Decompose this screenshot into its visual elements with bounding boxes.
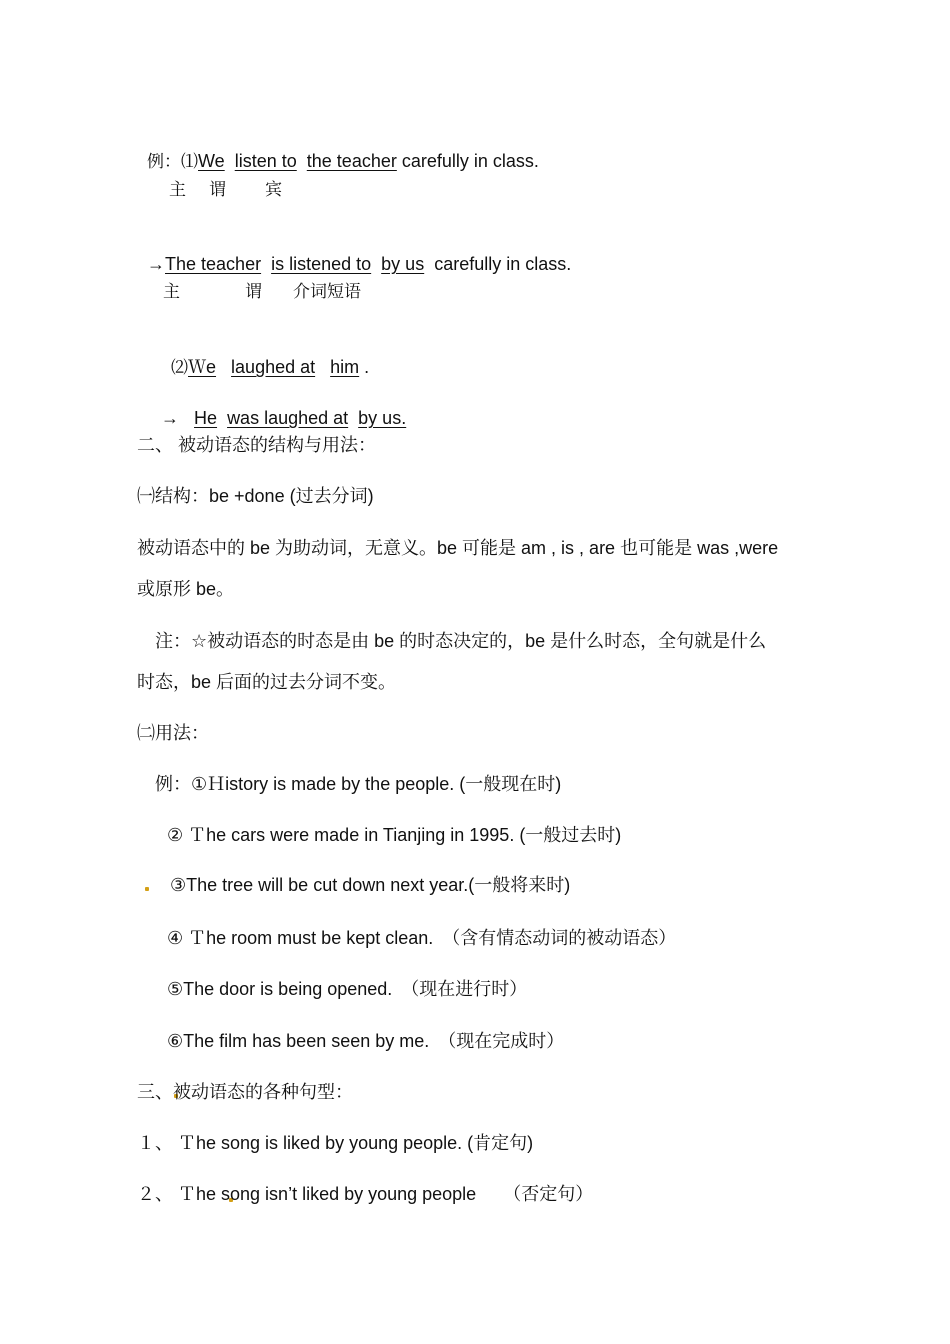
verb-underlined: laughed at xyxy=(231,357,316,377)
usage-example: ③The tree will be cut down next year.(一般将来时) xyxy=(170,875,571,895)
usage-example: ⑤The door is being opened. （现在进行时） xyxy=(167,979,528,999)
subject-underlined: Ｗe xyxy=(188,357,217,377)
usage-heading: ㈡用法： xyxy=(137,723,209,743)
usage-example: 例：①Ｈistory is made by the people. (一般现在时) xyxy=(155,774,562,794)
structure-line: ㈠结构：be +done (过去分词) xyxy=(137,486,374,506)
agent-underlined: by us. xyxy=(358,408,407,428)
mark-dot xyxy=(145,887,149,891)
arrow-icon: → xyxy=(161,408,180,428)
usage-example: ④ Ｔhe room must be kept clean. （含有情态动词的被动语态） xyxy=(167,928,677,948)
example-number: 例：⑴ xyxy=(147,152,199,172)
paragraph-line: 被动语态中的 be 为助动词，无意义。be 可能是 am , is , are 也可能是 was ,were xyxy=(137,538,779,558)
example-number: ⑵ xyxy=(171,358,189,378)
label-subject: 主 xyxy=(169,180,186,200)
section-3-heading: 三、被动语态的各种句型： xyxy=(137,1082,353,1102)
verb-underlined: listen to xyxy=(234,151,297,171)
verb-underlined: is listened to xyxy=(271,254,372,274)
usage-example: ⑥The film has been seen by me. （现在完成时） xyxy=(167,1031,565,1051)
sentence-rest: carefully in class. xyxy=(434,254,572,274)
verb-underlined: was laughed at xyxy=(227,408,349,428)
label-subject: 主 xyxy=(163,282,180,302)
sentence-rest: carefully in class. xyxy=(401,151,539,171)
label-verb: 谓 xyxy=(209,180,226,200)
object-underlined: him xyxy=(330,357,360,377)
example-2-passive xyxy=(151,382,406,430)
agent-underlined: by us xyxy=(381,254,425,274)
subject-underlined: We xyxy=(198,151,225,171)
pattern-item: １、 Ｔhe song is liked by young people. (肯定句) xyxy=(137,1133,534,1153)
note-line: 时态，be 后面的过去分词不变。 xyxy=(137,672,397,692)
pattern-item: ２、 Ｔhe song isn’t liked by young people （否定句） xyxy=(137,1184,594,1204)
label-prep-phrase: 介词短语 xyxy=(293,282,361,302)
label-object: 宾 xyxy=(265,180,282,200)
section-2-heading: 二、 被动语态的结构与用法： xyxy=(137,435,376,455)
paragraph-line: 或原形 be。 xyxy=(137,579,235,599)
label-verb: 谓 xyxy=(245,282,262,302)
period: . xyxy=(364,357,370,377)
subject-underlined: The teacher xyxy=(165,254,262,274)
example-1-passive xyxy=(137,228,571,276)
usage-example: ② Ｔhe cars were made in Tianjing in 1995. (一般过去时) xyxy=(167,825,622,845)
example-1-active xyxy=(137,125,539,174)
example-2-active xyxy=(161,331,369,380)
subject-underlined: He xyxy=(194,408,218,428)
note-line: 注：☆被动语态的时态是由 be 的时态决定的，be 是什么时态，全句就是什么 xyxy=(155,631,767,651)
arrow-icon: → xyxy=(147,254,166,274)
object-underlined: the teacher xyxy=(306,151,397,171)
